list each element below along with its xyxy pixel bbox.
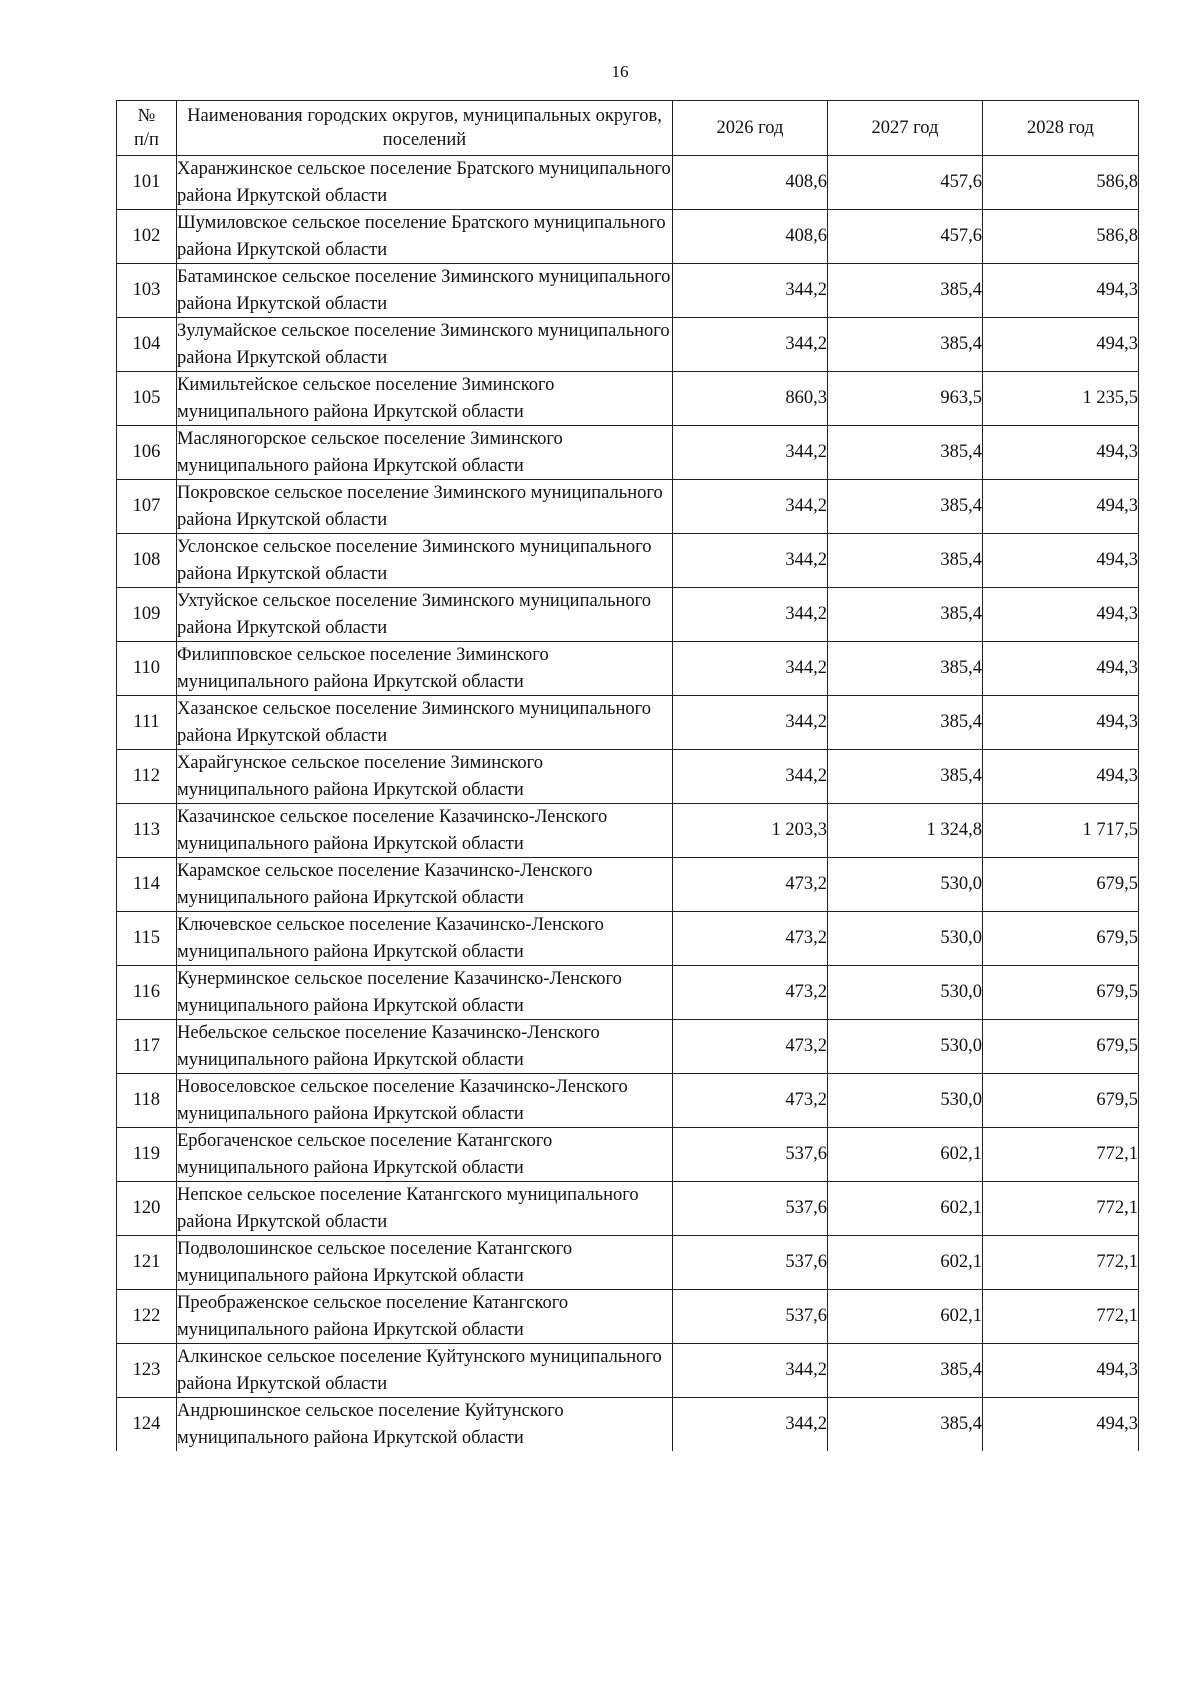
value-2027: 602,1: [828, 1290, 983, 1344]
value-2026: 344,2: [673, 480, 828, 534]
value-2027: 385,4: [828, 534, 983, 588]
value-2026: 1 203,3: [673, 804, 828, 858]
value-2026: 344,2: [673, 318, 828, 372]
row-number: 123: [117, 1344, 177, 1398]
settlement-name: Филипповское сельское поселение Зиминского муниципального района Иркутской области: [177, 642, 673, 696]
value-2027: 385,4: [828, 1398, 983, 1452]
value-2027: 602,1: [828, 1236, 983, 1290]
value-2026: 473,2: [673, 1020, 828, 1074]
value-2026: 344,2: [673, 1344, 828, 1398]
table-row: [117, 1074, 1139, 1128]
row-number: 101: [117, 156, 177, 210]
value-2028: 494,3: [983, 696, 1139, 750]
value-2028: 494,3: [983, 534, 1139, 588]
settlement-name: Зулумайское сельское поселение Зиминского муниципального района Иркутской области: [177, 318, 673, 372]
value-2028: 586,8: [983, 156, 1139, 210]
row-number: 118: [117, 1074, 177, 1128]
row-number: 120: [117, 1182, 177, 1236]
value-2028: 679,5: [983, 912, 1139, 966]
value-2026: 537,6: [673, 1128, 828, 1182]
value-2027: 457,6: [828, 156, 983, 210]
header-2028: 2028 год: [983, 101, 1139, 156]
settlement-name: Алкинское сельское поселение Куйтунского муниципального района Иркутской области: [177, 1344, 673, 1398]
row-number: 117: [117, 1020, 177, 1074]
value-2028: 772,1: [983, 1290, 1139, 1344]
table-row: [117, 858, 1139, 912]
value-2026: 344,2: [673, 426, 828, 480]
settlement-name: Масляногорское сельское поселение Зиминского муниципального района Иркутской области: [177, 426, 673, 480]
table-row: [117, 264, 1139, 318]
table-row: [117, 912, 1139, 966]
settlement-name: Батаминское сельское поселение Зиминского муниципального района Иркутской области: [177, 264, 673, 318]
settlement-name: Казачинское сельское поселение Казачинско-Ленского муниципального района Иркутской области: [177, 804, 673, 858]
table-row: [117, 642, 1139, 696]
value-2026: 473,2: [673, 966, 828, 1020]
value-2026: 860,3: [673, 372, 828, 426]
row-number: 105: [117, 372, 177, 426]
value-2026: 408,6: [673, 156, 828, 210]
table-body: [117, 156, 1139, 1452]
settlement-name: Карамское сельское поселение Казачинско-Ленского муниципального района Иркутской области: [177, 858, 673, 912]
value-2028: 494,3: [983, 264, 1139, 318]
value-2027: 385,4: [828, 750, 983, 804]
row-number: 113: [117, 804, 177, 858]
header-name: Наименования городских округов, муниципальных округов, поселений: [177, 101, 673, 156]
value-2028: 1 717,5: [983, 804, 1139, 858]
table-row: [117, 1344, 1139, 1398]
value-2026: 344,2: [673, 750, 828, 804]
value-2027: 530,0: [828, 912, 983, 966]
value-2028: 494,3: [983, 588, 1139, 642]
row-number: 124: [117, 1398, 177, 1452]
value-2028: 586,8: [983, 210, 1139, 264]
value-2027: 385,4: [828, 642, 983, 696]
table-row: [117, 1290, 1139, 1344]
value-2028: 679,5: [983, 1074, 1139, 1128]
settlement-name: Харайгунское сельское поселение Зиминского муниципального района Иркутской области: [177, 750, 673, 804]
value-2028: 772,1: [983, 1128, 1139, 1182]
value-2028: 494,3: [983, 426, 1139, 480]
settlement-name: Услонское сельское поселение Зиминского муниципального района Иркутской области: [177, 534, 673, 588]
settlement-name: Подволошинское сельское поселение Катангского муниципального района Иркутской области: [177, 1236, 673, 1290]
value-2028: 772,1: [983, 1236, 1139, 1290]
value-2027: 1 324,8: [828, 804, 983, 858]
value-2026: 473,2: [673, 912, 828, 966]
value-2027: 530,0: [828, 858, 983, 912]
row-number: 103: [117, 264, 177, 318]
table-row: [117, 696, 1139, 750]
settlement-name: Непское сельское поселение Катангского муниципального района Иркутской области: [177, 1182, 673, 1236]
value-2027: 385,4: [828, 696, 983, 750]
settlement-name: Ключевское сельское поселение Казачинско-Ленского муниципального района Иркутской области: [177, 912, 673, 966]
value-2026: 473,2: [673, 1074, 828, 1128]
value-2027: 385,4: [828, 264, 983, 318]
header-2026: 2026 год: [673, 101, 828, 156]
table-row: [117, 156, 1139, 210]
settlement-name: Покровское сельское поселение Зиминского муниципального района Иркутской области: [177, 480, 673, 534]
row-number: 111: [117, 696, 177, 750]
table-row: [117, 318, 1139, 372]
row-number: 112: [117, 750, 177, 804]
row-number: 109: [117, 588, 177, 642]
table-row: [117, 1398, 1139, 1452]
row-number: 116: [117, 966, 177, 1020]
value-2028: 494,3: [983, 480, 1139, 534]
row-number: 102: [117, 210, 177, 264]
value-2028: 494,3: [983, 1398, 1139, 1452]
value-2028: 494,3: [983, 318, 1139, 372]
row-number: 108: [117, 534, 177, 588]
table-row: [117, 1182, 1139, 1236]
row-number: 110: [117, 642, 177, 696]
settlement-name: Кимильтейское сельское поселение Зиминского муниципального района Иркутской области: [177, 372, 673, 426]
settlement-name: Кунерминское сельское поселение Казачинско-Ленского муниципального района Иркутской области: [177, 966, 673, 1020]
value-2027: 530,0: [828, 966, 983, 1020]
value-2027: 602,1: [828, 1182, 983, 1236]
table-row: [117, 426, 1139, 480]
value-2027: 457,6: [828, 210, 983, 264]
table-row: [117, 1020, 1139, 1074]
value-2028: 679,5: [983, 858, 1139, 912]
value-2028: 679,5: [983, 1020, 1139, 1074]
value-2028: 494,3: [983, 642, 1139, 696]
row-number: 106: [117, 426, 177, 480]
value-2026: 344,2: [673, 642, 828, 696]
header-2027: 2027 год: [828, 101, 983, 156]
settlement-name: Небельское сельское поселение Казачинско-Ленского муниципального района Иркутской области: [177, 1020, 673, 1074]
value-2026: 537,6: [673, 1290, 828, 1344]
settlement-name: Ухтуйское сельское поселение Зиминского муниципального района Иркутской области: [177, 588, 673, 642]
row-number: 114: [117, 858, 177, 912]
table-row: [117, 210, 1139, 264]
table-row: [117, 966, 1139, 1020]
value-2026: 344,2: [673, 696, 828, 750]
value-2026: 344,2: [673, 588, 828, 642]
table-row: [117, 1236, 1139, 1290]
settlement-name: Харанжинское сельское поселение Братского муниципального района Иркутской области: [177, 156, 673, 210]
table-row: [117, 588, 1139, 642]
value-2027: 385,4: [828, 588, 983, 642]
value-2028: 679,5: [983, 966, 1139, 1020]
value-2027: 385,4: [828, 426, 983, 480]
value-2026: 473,2: [673, 858, 828, 912]
row-number: 121: [117, 1236, 177, 1290]
page-number: 16: [611, 62, 629, 81]
value-2027: 530,0: [828, 1074, 983, 1128]
value-2027: 385,4: [828, 318, 983, 372]
value-2026: 344,2: [673, 534, 828, 588]
settlement-name: Новоселовское сельское поселение Казачинско-Ленского муниципального района Иркутской области: [177, 1074, 673, 1128]
table-header-row: [117, 101, 1139, 156]
table-row: [117, 750, 1139, 804]
value-2026: 344,2: [673, 264, 828, 318]
value-2028: 1 235,5: [983, 372, 1139, 426]
value-2026: 537,6: [673, 1182, 828, 1236]
settlement-name: Хазанское сельское поселение Зиминского муниципального района Иркутской области: [177, 696, 673, 750]
value-2027: 602,1: [828, 1128, 983, 1182]
value-2026: 344,2: [673, 1398, 828, 1452]
header-num: № п/п: [117, 101, 177, 156]
settlement-name: Преображенское сельское поселение Катангского муниципального района Иркутской области: [177, 1290, 673, 1344]
value-2027: 963,5: [828, 372, 983, 426]
settlement-name: Ербогаченское сельское поселение Катангского муниципального района Иркутской области: [177, 1128, 673, 1182]
value-2027: 385,4: [828, 1344, 983, 1398]
table-row: [117, 1128, 1139, 1182]
table-row: [117, 804, 1139, 858]
row-number: 107: [117, 480, 177, 534]
row-number: 119: [117, 1128, 177, 1182]
row-number: 122: [117, 1290, 177, 1344]
table-row: [117, 372, 1139, 426]
value-2028: 772,1: [983, 1182, 1139, 1236]
value-2027: 530,0: [828, 1020, 983, 1074]
row-number: 115: [117, 912, 177, 966]
value-2026: 537,6: [673, 1236, 828, 1290]
settlement-name: Андрюшинское сельское поселение Куйтунского муниципального района Иркутской области: [177, 1398, 673, 1452]
row-number: 104: [117, 318, 177, 372]
settlement-name: Шумиловское сельское поселение Братского муниципального района Иркутской области: [177, 210, 673, 264]
value-2026: 408,6: [673, 210, 828, 264]
subsidy-table: [116, 100, 1139, 1451]
value-2028: 494,3: [983, 750, 1139, 804]
table-row: [117, 534, 1139, 588]
value-2027: 385,4: [828, 480, 983, 534]
value-2028: 494,3: [983, 1344, 1139, 1398]
table-row: [117, 480, 1139, 534]
